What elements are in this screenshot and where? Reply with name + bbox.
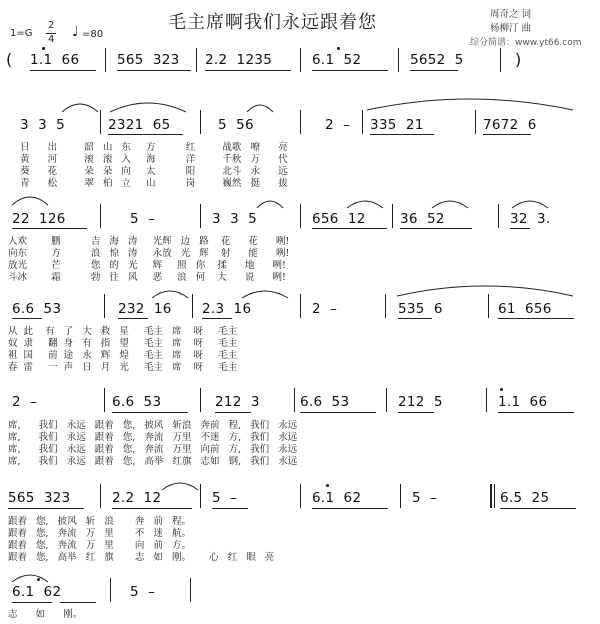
note-row-5-bar-2: 6.6 53 xyxy=(112,394,162,410)
note-row-3-bar-4: 656 12 xyxy=(312,211,366,227)
tempo-note-icon: ♩ xyxy=(72,24,79,40)
note-row-7-bar-1: 6.1 62 xyxy=(12,584,62,600)
beam-underline xyxy=(205,70,291,71)
key-signature: 1=G xyxy=(10,28,33,39)
beam-underline xyxy=(300,412,376,413)
slur-mark xyxy=(240,286,290,300)
octave-dot xyxy=(42,47,45,50)
beam-underline xyxy=(483,134,531,135)
note-row-2-bar-4: 2 – xyxy=(325,117,351,133)
barline xyxy=(494,484,495,508)
beam-underline xyxy=(400,228,472,229)
slur-mark xyxy=(395,282,575,298)
composer-credit: 杨柳汀 曲 xyxy=(490,23,532,34)
beam-underline xyxy=(112,508,192,509)
note-row-1-bar-5: 5652 5 xyxy=(410,52,464,68)
beam-underline xyxy=(312,70,388,71)
note-row-2-bar-1: 3 3 5 xyxy=(20,117,66,133)
note-row-5-bar-6: 1.1 66 xyxy=(498,394,548,410)
lyric-row-3-verse-1: 人欢 鹏 吉 海 涛 光辉 边 路 花 花 咧! xyxy=(8,236,290,247)
note-row-7-bar-2: 5 – xyxy=(130,584,156,600)
barline xyxy=(486,388,487,412)
beam-underline xyxy=(30,70,96,71)
lyric-row-6-verse-3: 跟着 您, 奔流 万 里 向 前 方。 xyxy=(8,540,192,551)
slur-mark xyxy=(430,196,470,210)
note-row-4-bar-5: 535 6 xyxy=(398,301,443,317)
barline xyxy=(200,484,201,508)
lyric-row-5-verse-3: 席, 我们 永远 跟着 您, 奔流 万里 向前 方, 我们 永远 xyxy=(8,444,298,455)
lyric-row-4-verse-4: 春 雷 一 声 日 月 光 毛主 席 呀 毛主 xyxy=(8,362,238,373)
lyric-row-2-verse-4: 青 松 翠 柏 立 山 岗 巍然 挺 拔 xyxy=(20,178,288,189)
note-row-3-bar-5: 36 52 xyxy=(400,211,445,227)
slur-mark xyxy=(365,96,575,112)
slur-mark xyxy=(345,196,385,210)
barline xyxy=(104,294,105,318)
time-signature-denominator: 4 xyxy=(48,34,55,45)
lyric-row-6-verse-4: 跟着 您, 高举 红 旗 志 如 刚。 心 红 眼 亮 xyxy=(8,552,275,563)
barline xyxy=(104,388,105,412)
lyric-row-6-verse-2: 跟着 您, 奔流 万 里 不 迷 航。 xyxy=(8,528,192,539)
barline xyxy=(100,204,101,228)
lyricist-credit: 周奇之 词 xyxy=(490,9,532,20)
beam-underline xyxy=(500,508,576,509)
beam-underline xyxy=(108,134,183,135)
slur-mark xyxy=(150,286,190,300)
barline xyxy=(392,204,393,228)
barline xyxy=(475,110,476,134)
slur-mark xyxy=(10,570,50,584)
note-row-1-bar-2: 565 323 xyxy=(117,52,180,68)
note-row-6-bar-6: 6.5 25 xyxy=(500,490,550,506)
barline xyxy=(300,204,301,228)
note-row-6-bar-4: 6.1 62 xyxy=(312,490,362,506)
note-row-6-bar-1: 565 323 xyxy=(8,490,71,506)
octave-dot xyxy=(500,388,503,391)
lyric-row-4-verse-2: 奴 隶 翻 身 有 指 望 毛主 席 呀 毛主 xyxy=(8,338,238,349)
note-row-5-bar-3: 212 3 xyxy=(215,394,260,410)
note-row-2-bar-5: 335 21 xyxy=(370,117,424,133)
beam-underline xyxy=(118,318,148,319)
note-row-6-bar-5: 5 – xyxy=(412,490,438,506)
note-row-4-bar-4: 2 – xyxy=(312,301,338,317)
beam-underline xyxy=(312,228,387,229)
slur-mark xyxy=(60,100,100,114)
beam-underline xyxy=(498,318,574,319)
barline xyxy=(500,48,501,72)
intro-close-paren: ) xyxy=(515,50,522,69)
beam-underline xyxy=(410,70,458,71)
beam-underline xyxy=(212,508,248,509)
note-row-2-bar-3: 5 56 xyxy=(218,117,254,133)
lyric-row-3-verse-4: 斗冰 霜 勃 往 风 恶 浪 何 大 说 咧! xyxy=(8,272,286,283)
note-row-1-bar-1: 1.1 66 xyxy=(30,52,80,68)
tempo-marking: =80 xyxy=(82,29,104,40)
barline xyxy=(200,110,201,134)
note-row-6-bar-3: 5 – xyxy=(212,490,238,506)
note-row-3-bar-2: 5 – xyxy=(130,211,156,227)
note-row-1-bar-4: 6.1 52 xyxy=(312,52,362,68)
note-row-3-bar-1: 22 126 xyxy=(12,211,66,227)
beam-underline xyxy=(202,318,232,319)
lyric-row-5-verse-1: 席, 我们 永远 跟着 您, 披风 斩浪 奔前 程, 我们 永远 xyxy=(8,420,298,431)
barline xyxy=(300,48,301,72)
note-row-5-bar-4: 6.6 53 xyxy=(300,394,350,410)
slur-mark xyxy=(108,100,188,114)
barline xyxy=(294,388,295,412)
beam-underline xyxy=(510,228,530,229)
note-row-2-bar-6: 7672 6 xyxy=(483,117,537,133)
barline xyxy=(100,110,101,134)
barline xyxy=(100,484,101,508)
beam-underline xyxy=(312,508,388,509)
beam-underline xyxy=(12,228,87,229)
double-barline xyxy=(490,484,492,508)
barline xyxy=(300,110,301,134)
note-row-2-bar-2: 2321 65 xyxy=(108,117,171,133)
beam-underline xyxy=(12,318,42,319)
intro-open-paren: ( xyxy=(6,50,13,69)
slur-mark xyxy=(510,196,550,210)
slur-mark xyxy=(160,478,200,492)
lyric-row-5-verse-4: 席, 我们 永远 跟着 您, 高举 红旗 志如 钢, 我们 永远 xyxy=(8,456,298,467)
lyric-row-4-verse-1: 从 此 有 了 大 救 星 毛主 席 呀 毛主 xyxy=(8,326,238,337)
note-row-5-bar-5: 212 5 xyxy=(398,394,443,410)
note-row-4-bar-6: 61 656 xyxy=(498,301,552,317)
lyric-row-5-verse-2: 席, 我们 永远 跟着 您, 奔流 万里 不迷 方, 我们 永远 xyxy=(8,432,298,443)
note-row-4-bar-1: 6.6 53 xyxy=(12,301,62,317)
source-watermark: 综分简谱：www.yt66.com xyxy=(470,38,582,48)
slur-mark xyxy=(255,196,285,210)
barline xyxy=(105,48,106,72)
note-row-6-bar-2: 2.2 12 xyxy=(112,490,162,506)
lyric-row-3-verse-2: 向东 方 浪 惊 涛 永放 光 辉 射 能 咧! xyxy=(8,248,290,259)
beam-underline xyxy=(60,602,96,603)
beam-underline xyxy=(117,70,191,71)
barline xyxy=(110,578,111,602)
lyric-row-2-verse-1: 日 出 韶 山 东 方 红 战歌 嘹 亮 xyxy=(20,142,288,153)
barline xyxy=(200,388,201,412)
barline xyxy=(190,578,191,602)
lyric-row-2-verse-3: 葵 花 朵 朵 向 太 阳 北斗 永 远 xyxy=(20,166,288,177)
barline xyxy=(362,110,363,134)
lyric-row-2-verse-2: 黄 河 滚 滚 入 海 洋 千秋 万 代 xyxy=(20,154,288,165)
barline xyxy=(386,388,387,412)
octave-dot xyxy=(337,47,340,50)
lyric-row-3-verse-3: 放光 芒 您 的 光 辉 照 你 揉 地 咧! xyxy=(8,260,286,271)
barline xyxy=(300,294,301,318)
beam-underline xyxy=(112,412,188,413)
beam-underline xyxy=(370,134,434,135)
lyric-row-7-verse-1: 志 如 刚。 xyxy=(8,609,83,620)
time-signature-numerator: 2 xyxy=(48,20,55,31)
barline xyxy=(196,48,197,72)
note-row-1-bar-3: 2.2 1235 xyxy=(205,52,273,68)
note-row-4-bar-3: 2.3 16 xyxy=(202,301,252,317)
beam-underline xyxy=(498,412,574,413)
octave-dot xyxy=(37,578,40,581)
barline xyxy=(498,204,499,228)
barline xyxy=(385,294,386,318)
song-title: 毛主席啊我们永远跟着您 xyxy=(168,12,377,33)
note-row-4-bar-2: 232 16 xyxy=(118,301,172,317)
barline xyxy=(400,484,401,508)
barline xyxy=(398,48,399,72)
slur-mark xyxy=(10,193,50,207)
beam-underline xyxy=(398,412,434,413)
barline xyxy=(200,204,201,228)
octave-dot xyxy=(326,484,329,487)
note-row-3-bar-3: 3 3 5 xyxy=(212,211,258,227)
barline xyxy=(300,484,301,508)
beam-underline xyxy=(215,412,251,413)
lyric-row-4-verse-3: 祖 国 前 途 永 辉 煌 毛主 席 呀 毛主 xyxy=(8,350,238,361)
note-row-3-bar-6: 32 3. xyxy=(510,211,551,227)
note-row-5-bar-1: 2 – xyxy=(12,394,38,410)
beam-underline xyxy=(12,602,52,603)
lyric-row-6-verse-1: 跟着 您, 披风 斩 浪 奔 前 程。 xyxy=(8,516,192,527)
barline xyxy=(192,294,193,318)
beam-underline xyxy=(8,508,84,509)
beam-underline xyxy=(398,318,432,319)
slur-mark xyxy=(245,100,275,114)
